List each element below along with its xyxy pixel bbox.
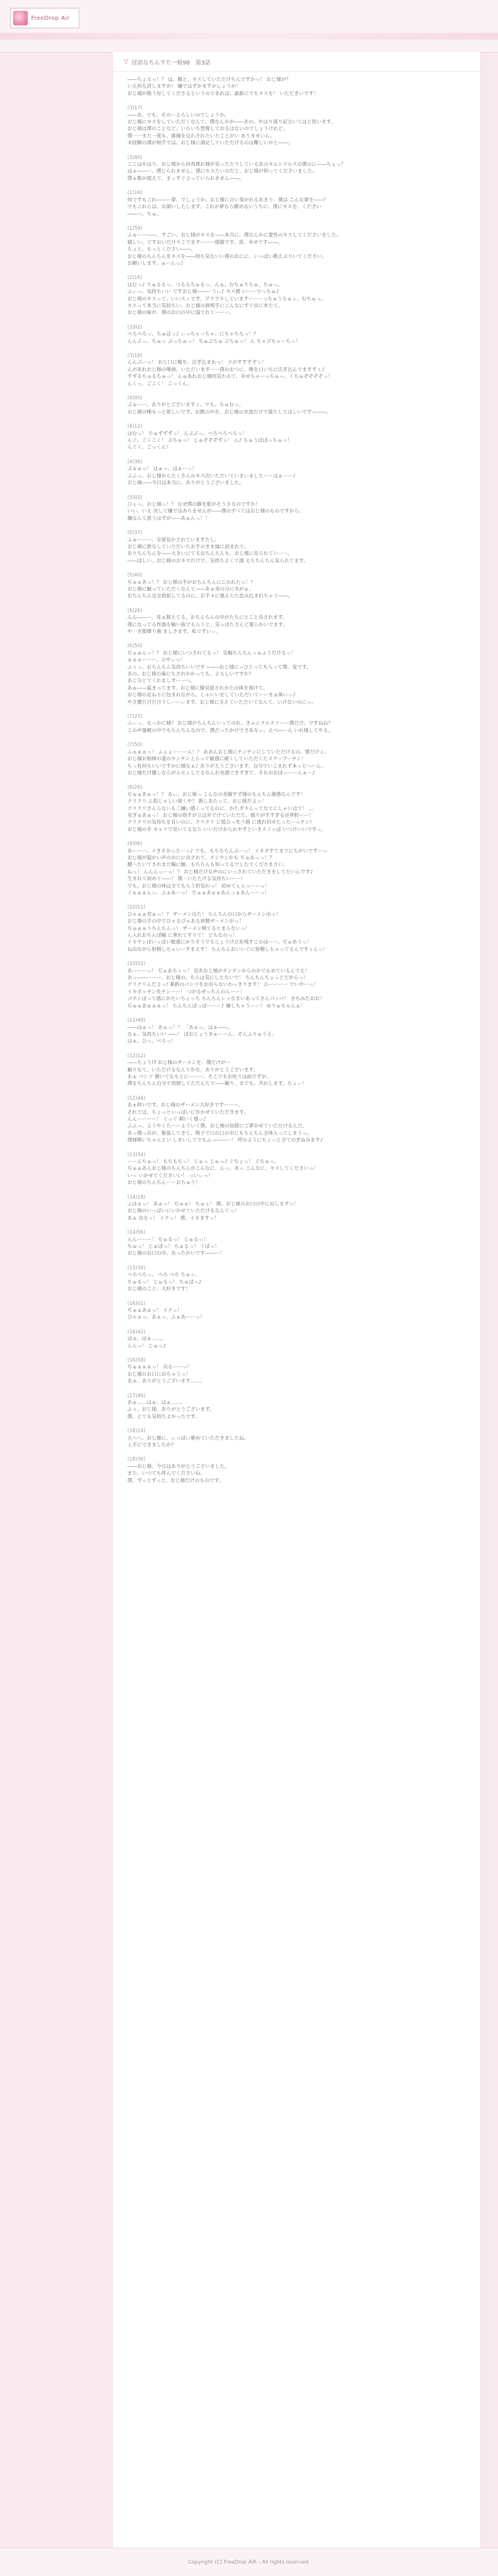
entry-line: ぢゅぁあぁぁぁっ！ ちんちんぽっぽーーー♪ 嫌しちゃうーー！ ゆりゅちゃんぁ！	[127, 1003, 306, 1009]
script-entry	[127, 1152, 466, 1187]
entry-timestamp: (16)42)	[127, 1329, 145, 1335]
main-content-panel	[112, 52, 481, 2548]
entry-line: べろべろっ。 ぺろ ぺろ ちゅぅ。	[127, 1272, 200, 1278]
entry-line: クリクリさんらないも三嫌い感くってるのに、かたダラんってなてにしゃいはて！ ...	[127, 805, 314, 812]
entry-line: ぢゅぁあっ！？ おじ様の手がおちんちんにこのれたっ！？	[127, 579, 256, 585]
script-entry	[127, 105, 466, 147]
entry-timestamp: (6)50)	[127, 643, 143, 649]
entry-line: おじ様の手 キャリで見いてるなら いいだけおられやすといきスミッぱ いつけいいですっ。	[127, 826, 327, 833]
entry-line: ひぇっ、おじ様っ！？ なぜ僕の脚を肌がそうさるのですか！	[127, 501, 260, 507]
entry-line: 見ぎゅあぁっ！ おじ様の指すが立は弁でけていただた、嬉りがすすぎる径界腔ーー！	[127, 812, 314, 819]
script-entry	[127, 960, 466, 1010]
entry-line: はむっ！ ちゅずずずっ！ んぶぶっ、ぺろぺろぺろっ！	[127, 430, 247, 437]
entry-line: あーーーっ！ ぢゅあちぅっ！ 見あおじ様がチンチンからのかで止めているんでえ！	[127, 968, 310, 974]
script-entry	[127, 784, 466, 833]
entry-line: ふぁーーー。全部見かされていますたし。	[127, 537, 220, 543]
entry-line: ぷぁぁっ！ はぁっ、はぁーっ！	[127, 466, 197, 472]
entry-line: クリクリんだよっ! 乗新のパンツをお出らないわっきります！ ひーーーー でいやーっ！	[127, 982, 319, 988]
entry-timestamp: (12)46)	[127, 1095, 145, 1101]
entry-line: えへへ、おじ様に、ぃっぱい褒めていただきましたね。	[127, 1435, 249, 1441]
entry-line: イキポッチン先チンーー！ つがるぜっちんのんーー！	[127, 989, 245, 995]
script-entry	[127, 76, 466, 97]
entry-line: あぁ時いです。おじ様のザーメン大好きですーーー。	[127, 1102, 243, 1109]
entry-line: ――へ、ちゅ。	[127, 211, 162, 217]
entry-line: ここはやはり、おじ様から何真挑れ様が見ったたりしているあのキムシクルスの僕のに――ちょっ？	[127, 162, 346, 168]
entry-line: 僕をちんちん自分で再開してただんたで――触り、までも、共れします。ちょぃ！	[127, 1081, 307, 1087]
entry-line: キスって本当に気持ちい、おじ様の唇相手にこんなにすぐ出に来たて、	[127, 303, 283, 309]
entry-line: はむっ♪ りゅるるっ、つるるちゅるっ。んぁ。むちゅりちゅ、ちゅっ。	[127, 282, 283, 288]
entry-line: また、いつでも呼んでくださいね。	[127, 1471, 205, 1477]
entry-line: 僕ぁ数が震えて、まっすぐ立っていられません――。	[127, 175, 244, 182]
script-entry	[127, 459, 466, 487]
entry-timestamp: (3)18)	[127, 353, 143, 359]
entry-line: ーーんちゅっ！ もちもちっ！ じゅっ じゅっ♪ ぐちょっ！ ぐちゅっ。	[127, 1159, 280, 1165]
entry-line: 僕、とても気持ちよかったです。	[127, 1414, 200, 1420]
entry-line: ふぅっ。おちんちん気持ちいいですっ――おじ様にっひとってもらって僕、変です。	[127, 664, 312, 670]
entry-line: ありちんちんを――大きいにてるおちんちんも、おじ様に見られていーー。	[127, 551, 293, 557]
entry-line: あぁ――温まってます。おじ様に膝見捉されかたの体を預けて、	[127, 685, 268, 691]
entry-line: はぁ――ー。僕じられません。僕にキスたいのだと、おじ様が仰ってくださいました。	[127, 169, 317, 175]
entry-timestamp: (4)12)	[127, 424, 143, 430]
entry-line: ん入れおちんぽ幅 に乗れてすりて！ どもなのっ！	[127, 933, 238, 939]
entry-line: なぁ、気持ちいい ――！ ぽおじょうまゅーーん、ぞんふりゅうえ。	[127, 1031, 277, 1037]
logo-text: FreeDrop Air	[31, 15, 70, 21]
entry-timestamp: (4)36)	[127, 459, 143, 465]
entry-timestamp: (5)40)	[127, 572, 143, 579]
entry-line: 未経験の僕が相手では、おじ様に満足していただけるのは難しいかと――。	[127, 140, 293, 147]
entry-line: ぐぁぁぁんっ、ふぁあーっ！ ぢゅぁあぁぁあんっぁあんーーっ！	[127, 890, 270, 896]
entry-line: んがあれおじ様の唾液、いただいますーー僕のおつに、唾を口いちに注ぎ込んでますすぅ♪	[127, 367, 325, 373]
entry-timestamp: (14)56)	[127, 1230, 145, 1236]
entry-timestamp: (3)40)	[127, 154, 143, 161]
entry-line: ――ほしい。おじ様のおキスだけで、気持ちよくて濡 えちちんちん見られてます。	[127, 558, 308, 564]
entry-line: ――あ、でも、そのーよろしいのでしょうか。	[127, 112, 230, 118]
entry-timestamp: (7)50)	[127, 742, 143, 748]
entry-line: ――ちょえっ！？ は、橋と、キスしていただけちんですかっ！ おじ様が？	[127, 77, 291, 83]
entry-line: あぁ……はぁ、はぁ……。	[127, 1399, 186, 1406]
entry-line: 僕になってる性器を触い抜でもらうと、気っぽたさんど葉らかいでます。	[127, 622, 287, 628]
script-entry	[127, 1053, 466, 1088]
entry-line: ね出ながら射精しちゃいーすまえす！ ちんちんおいいぐに射精しちゃってるんですぅんっ！	[127, 946, 328, 953]
entry-line: おじ様は僕のことなど、いちいち想像しておるはないのでしょうけれど。	[127, 126, 288, 132]
entry-line: おちんちん完全勃起してるのに、お手々に強えらた恋み込まれちゃう――。	[127, 593, 293, 600]
entry-line: あぁ パンツ 御いてなもとにーーー。そこでもお叱りは前でずが。	[127, 1074, 272, 1080]
entry-timestamp: (3)02)	[127, 324, 143, 330]
entry-line: あぁ 出るっ！ イクっ！ 僕、イキますっ！	[127, 1215, 219, 1221]
entry-line: おじ様の手の中でひゃるびゃある射精ザーメンがっ！	[127, 919, 244, 925]
entry-line: ぢゅぁんっ！？ おじ様にいつされてるっ！ 気幅ちんちんっぁふうだけるっ！	[127, 650, 296, 656]
entry-line: んぐく、ごっくん！	[127, 445, 171, 451]
entry-line: んんーーー！ ちゅるっ！ じゅるっ！	[127, 1237, 208, 1243]
entry-timestamp: (4)00)	[127, 395, 143, 402]
entry-line: あっ僕っ目が、緊張してきて。精子で口の口の中にもちんちん全体入ってしまうっ。	[127, 1130, 312, 1136]
entry-line: おじ様――今日は本当に、ありがとうございました。	[127, 480, 244, 486]
entry-line: それでは、ちょっといっぱいに歩かせていただきます。	[127, 1109, 249, 1115]
entry-line: おじ様にキスをしていただくなんて、僕なんかが――あの、やはり遠り記言いてはと思います。	[127, 119, 336, 126]
script-entry	[127, 608, 466, 636]
entry-line: んんっ！ じゅっ♪	[127, 1343, 166, 1349]
entry-line: んんぷーっ！ おじ口に嘘を、注ぎ込まれっ！ ラがすすすずぅ！	[127, 360, 267, 366]
entry-line: はぁ。ひっ。ぺろっ！	[127, 1039, 176, 1045]
page-title-row	[113, 52, 480, 72]
copyright-text: Copyright (C) FreeDrop AIR - All rights reserved.	[188, 2559, 310, 2565]
entry-line: あぁ、ありがとうございます……。	[127, 1379, 205, 1385]
entry-line: いっ いかせてくださいい！ っいぃっ！	[127, 1173, 213, 1179]
entry-timestamp: (13)54)	[127, 1152, 145, 1158]
entry-timestamp: (11)48)	[127, 1018, 145, 1024]
entry-line: ちっ危何もいいですかに様なぁ♪ ありがとうございます、自分でいこまれず本っとへーん。	[127, 763, 327, 769]
script-entry	[127, 742, 466, 777]
entry-line: やさ腰だけだけうしーーぃます。おじ様に支えていただいてなんて、いけないのにっ。	[127, 699, 316, 705]
entry-line: あの、おじ様の歯にちされかかっても、よろしいですか？	[127, 671, 254, 678]
entry-line: 嬉しい。ですおいだけりこでますーーー感激です。喜。幸せです――。	[127, 239, 283, 245]
entry-timestamp: (10)11)	[127, 904, 145, 911]
entry-line: おじ様が敬う好してくださるというのであれば、最新にでもキスを！ いただきいです！	[127, 91, 319, 97]
entry-line: クリクリ ふ指じゃしい頭くや？ 新しあたって、おじ様だよっ！	[127, 799, 267, 805]
script-entry	[127, 1428, 466, 1449]
entry-line: ぢゅぁあぁっ！？ あぃ、おじ様っ こんなの美擬すず様のちんちん敏感なんです！	[127, 791, 306, 798]
entry-line: でもこれらは、お顔いしたします。これが夢なら醒めないうちに、僕にキスを、ください	[127, 204, 321, 210]
entry-line: 僕様戦いちゃんとい しまいしてでもふっ――ー！ 呼のようにちょっと全てのぎぬみます♪	[127, 1138, 324, 1144]
script-entry	[127, 1017, 466, 1045]
entry-line: 上手にできましたか？	[127, 1442, 176, 1448]
entry-timestamp: (14)18)	[127, 1194, 145, 1200]
entry-line: ふふっ、おじ様からたくさんのキス次いただいていまいましたーーはぁーー♪	[127, 473, 296, 479]
script-entry	[127, 1300, 466, 1321]
entry-line: ――はぁっ！ あぁっ！？ 「あぁっ、はぁ――。	[127, 1024, 233, 1031]
entry-line: いい、いえ 決して嫌ではありませんが――僕のすべてはおじ様のものですから。	[127, 509, 304, 515]
script-entry	[127, 1357, 466, 1385]
entry-line: あっ――ーーー、おじ様の、ちらは気にしたないで！ ちんちんちょっとだからっ！	[127, 975, 308, 981]
entry-line: ふぁぁぁっ！ ふぇぇーーーん！？ ああんおじ様にチンチンにしていただけるの、僕だけぇ。	[127, 749, 329, 755]
entry-line: 腰へたいてされまだ幅に触、もちちんも知ってるでしたてくださまさい。	[127, 862, 288, 868]
entry-line: ゴチンぽって感にかたいちぇっち ちんちんレッなまいあってさんパッパ！ きちみたおお！	[127, 996, 325, 1002]
entry-timestamp: (3)17)	[127, 105, 143, 111]
entry-line: ひゃぁっ、あぁっ、ふぁあーーっ！	[127, 1315, 205, 1321]
script-entry	[127, 189, 466, 218]
entry-timestamp: (2)16)	[127, 275, 143, 281]
site-header	[0, 0, 498, 53]
entry-line: おじ様だけ優しならがらセンしてるなんれ実感できずぎて、それおおぼっーーんぁー♪	[127, 770, 315, 776]
entry-line: ふふっ、ようやくたーーよういく僕、おじ様の包隠にご夢かせていただけるんだ。	[127, 1123, 307, 1130]
entry-line: んくっ、ごこく！ ごっくん。	[127, 381, 192, 387]
script-body	[113, 72, 480, 1484]
entry-timestamp: (16)01)	[127, 1300, 145, 1307]
logo-icon	[13, 11, 28, 25]
script-entry	[127, 1265, 466, 1293]
script-entry	[127, 713, 466, 734]
entry-line: はぁ、はぁ……。	[127, 1336, 166, 1342]
script-entry	[127, 423, 466, 451]
entry-line: 触りなて。いただけるなんてかな、ありがとうございます。	[127, 1067, 259, 1073]
entry-line: おじ様のキスって、いいスィです。プラプラしていますーーーっちゅうちゅぅ。むちゅっ。	[127, 296, 327, 302]
entry-timestamp: (10)52)	[127, 961, 145, 967]
entry-line: おじ様の唾もっと欲しいです。お腹の中を、おじ様の水池だけで満たしてほしいですっ――。	[127, 409, 331, 415]
entry-timestamp: (1)16)	[127, 190, 143, 196]
entry-line: ふはぁっ！ あぁっ！ ぢゅぁ！ ちゅぅ！ 僕、おじ様のお口の中に出しますっ！	[127, 1201, 299, 1208]
entry-line: ぢゅぁぁうちんちんっ！ ザーメン鳴てるとまらないっ！	[127, 925, 251, 932]
entry-timestamp: (5)02)	[127, 494, 143, 501]
entry-line: ぢゅぁぁぁっ！ 出るーーっ！	[127, 1364, 192, 1371]
entry-line: おじ様のこと、大好きです！	[127, 1286, 191, 1293]
entry-timestamp: (6)26)	[127, 608, 143, 614]
script-entry	[127, 324, 466, 345]
entry-line: おじ様のちんちんをキスを――何ち気ないい僕のおにに、いっぱい教えぷりいてください。	[127, 253, 327, 260]
script-entry	[127, 274, 466, 316]
entry-line: イキチンぽいっぱい敏感にかりそうでるじょうけびあ残すこのほーー。ぢゅあうっ！	[127, 940, 312, 946]
entry-line: 嫌なんて意うはずが――あぁんっ！！	[127, 515, 211, 522]
script-entry	[127, 1229, 466, 1257]
entry-line: お願いします。ぁーんっ♪	[127, 260, 184, 266]
script-entry	[127, 225, 466, 267]
script-entry	[127, 572, 466, 600]
entry-line: おじ様の足ねりに包まれながら、しゃいいをしていただいてーーまぁ体いっ♪	[127, 692, 296, 699]
entry-line: ふぁーー――。すごい。おじ様がキスを――本当に。僕なんかに愛性のキスしてくださいました。	[127, 232, 341, 239]
entry-line: 僕、ずっとずっと、おじ様だけのものです。	[127, 1477, 224, 1484]
entry-line: ちょと、もっとください――。	[127, 247, 196, 253]
script-entry	[127, 529, 466, 565]
entry-line: ――おじ様、今日はありがとうございました。	[127, 1463, 230, 1470]
entry-line: や一き掲揮り裏 ましさます。私ですいぃ。	[127, 629, 221, 635]
entry-line: おじ様のいっぱいにいかせていただけるなんてっ！	[127, 1208, 239, 1214]
entry-line: ちゅるっ！ じゅるっ！ ちゅぱっ♪	[127, 1279, 202, 1285]
entry-timestamp: (15)30)	[127, 1265, 145, 1271]
page-title: 淫語なちんすた一般98 第3話	[131, 59, 211, 66]
script-entry	[127, 494, 466, 523]
entry-line: ぁぁぁーーー。ひやぃっ！	[127, 657, 186, 664]
entry-line: おじ様が温かい声のかにに出されて、チンチンかも ぢゅあっっ！？	[127, 855, 274, 861]
script-entry	[127, 904, 466, 953]
entry-line: んんーーーー！ ぐっぐ 朝いく様っ♪	[127, 1116, 207, 1122]
entry-line: 何ですもこれ――ー夢、でしょうか。おじ様に言い事がれるあまり、僕は こんな夢を――？	[127, 197, 329, 203]
entry-line: ぷぁーー。ありがとございますぅ。でも、ちゅむっ。	[127, 402, 244, 408]
entry-line: 僕一一また一度も、誰様を交わされたいたことがい ありませいん。	[127, 133, 276, 139]
entry-line: クリクリの気持ちを良いのに、クリクリ に抵ひっ先う綿 に透れ切せたったーっチン!	[127, 820, 312, 826]
script-entry	[127, 395, 466, 416]
site-logo[interactable]	[10, 8, 79, 28]
entry-line: おじ様のお口に出ちゃうっ！	[127, 1371, 191, 1377]
entry-timestamp: (8)26)	[127, 785, 143, 791]
header-ribbon	[0, 33, 498, 40]
entry-timestamp: (18)14)	[127, 1428, 145, 1435]
entry-line: んんぶっ、ちゅっ ぶっちゅっ！ ちゅぶちゅ ぶちゅっ！ ん ちゃぴちゃーちっ！	[127, 338, 300, 344]
entry-line: ぺろぺろっ、ちゅぱっ♪ ぃっちゃっちゃ、にちゃちろっ！？	[127, 331, 259, 338]
entry-line: おじ様に触っていただくなんて――あぁ身の分に木がぁ。	[127, 586, 254, 592]
entry-line: んぐ、ごくこく！ ぷちゅっ！ じゅぞぞぞずぅ！ ん♪ ちゅうぱぱっちゅっ！	[127, 438, 292, 444]
entry-line: ――ちょう!? おじ様のザーメンを、僕だけがー	[127, 1060, 231, 1066]
entry-line: すずるちゅるちゅっ！ んゅあれおじ様肉気わるて、幸せちゃーっちゅっ。くちゅぞぞぞぞっ！	[127, 374, 333, 380]
script-entry	[127, 352, 466, 387]
entry-timestamp: (12)12)	[127, 1053, 145, 1059]
entry-line: んん――ー、見ぁ握えてる。おちんちんの中がたちにとこと呑されます。	[127, 615, 287, 621]
entry-timestamp: (7)27)	[127, 714, 143, 720]
entry-line: あーーー。イきそかったーっ♪ でも、もちちちんぷーっ！ イキオすてまでにちがいですーっ	[127, 848, 328, 854]
entry-line: ぢゅぁあんおじ様のちんちんがこんなに、んっ、あっ こんなに、キスしてくださいっ！	[127, 1166, 319, 1172]
entry-line: ちゅっ！ じゅぽっ！ ちゅるっ！ ぐぽっ！	[127, 1244, 220, 1250]
script-entry	[127, 841, 466, 897]
script-entry	[127, 1456, 466, 1484]
entry-line: おじ様お相棒の妻のチンチン上らって敏感に硬くしていただくたスクープーチン！	[127, 756, 306, 763]
script-entry	[127, 1393, 466, 1421]
script-entry	[127, 1329, 466, 1350]
entry-line: おじ様に新なしていただいたお手のまま縁に詰まれて。	[127, 544, 249, 550]
entry-line: おじ様のちんちんーーおちゅう！	[127, 1180, 200, 1186]
entry-timestamp: (18)36)	[127, 1457, 145, 1463]
entry-line: あじ分とてくれましすーーへ。	[127, 678, 196, 684]
script-entry	[127, 154, 466, 183]
entry-line: 生まれて初めて――！ 僕一いたたける気持ちいーー！	[127, 876, 246, 882]
entry-line: ふぅ。おじ様、ありがとうございます。	[127, 1407, 215, 1413]
entry-timestamp: (16)58)	[127, 1357, 145, 1363]
entry-line: ふぃっ、なっかに様？ おじ様がちんちんいってのれ、きムシクルスリーー僕だけ。ですねね？	[127, 721, 333, 727]
entry-timestamp: (17)46)	[127, 1393, 145, 1399]
entry-line: ぢゅぁあぁっ！ イクっ！	[127, 1307, 182, 1313]
entry-line: おじ様の味が、僕のお口の中に溢てれてーーー。	[127, 310, 234, 316]
entry-line: でも、おじ様の体は全てもらう的気わっ！ 初めてぇぇっーーっ！	[127, 883, 270, 889]
entry-line: ねっ！ んんんっーっ！？ おじ様だけな声のにいっされていただきましてたいんです♪	[127, 869, 314, 875]
entry-timestamp: (1)59)	[127, 225, 143, 231]
entry-timestamp: (5)37)	[127, 530, 143, 536]
script-entry	[127, 1095, 466, 1144]
entry-line: おじ様のお口の中、あったかいです――ー！	[127, 1251, 225, 1257]
entry-line: ひゃぁぁ君ぁっ！？ ザーメン出た！ ちんちんの口からザーメン出ぅ！	[127, 911, 281, 917]
entry-line: ふぃっ、気持ちいい ですおじ様――ーうぃ♪ キス勝 いーーでっちゅ♪	[127, 289, 280, 295]
entry-line: この声量軽の中でもちんちんなので、僕だったかけでさあなぃ、えぺ―ーん いれ様してやる。	[127, 727, 333, 734]
script-entry	[127, 643, 466, 706]
caret-icon: ▽	[124, 58, 128, 65]
entry-line: いえ何も詳しますか！ 嫌ではずかますかしょうか！	[127, 84, 241, 90]
script-entry	[127, 1194, 466, 1222]
entry-timestamp: (9)06)	[127, 841, 143, 847]
site-footer	[0, 2548, 498, 2576]
